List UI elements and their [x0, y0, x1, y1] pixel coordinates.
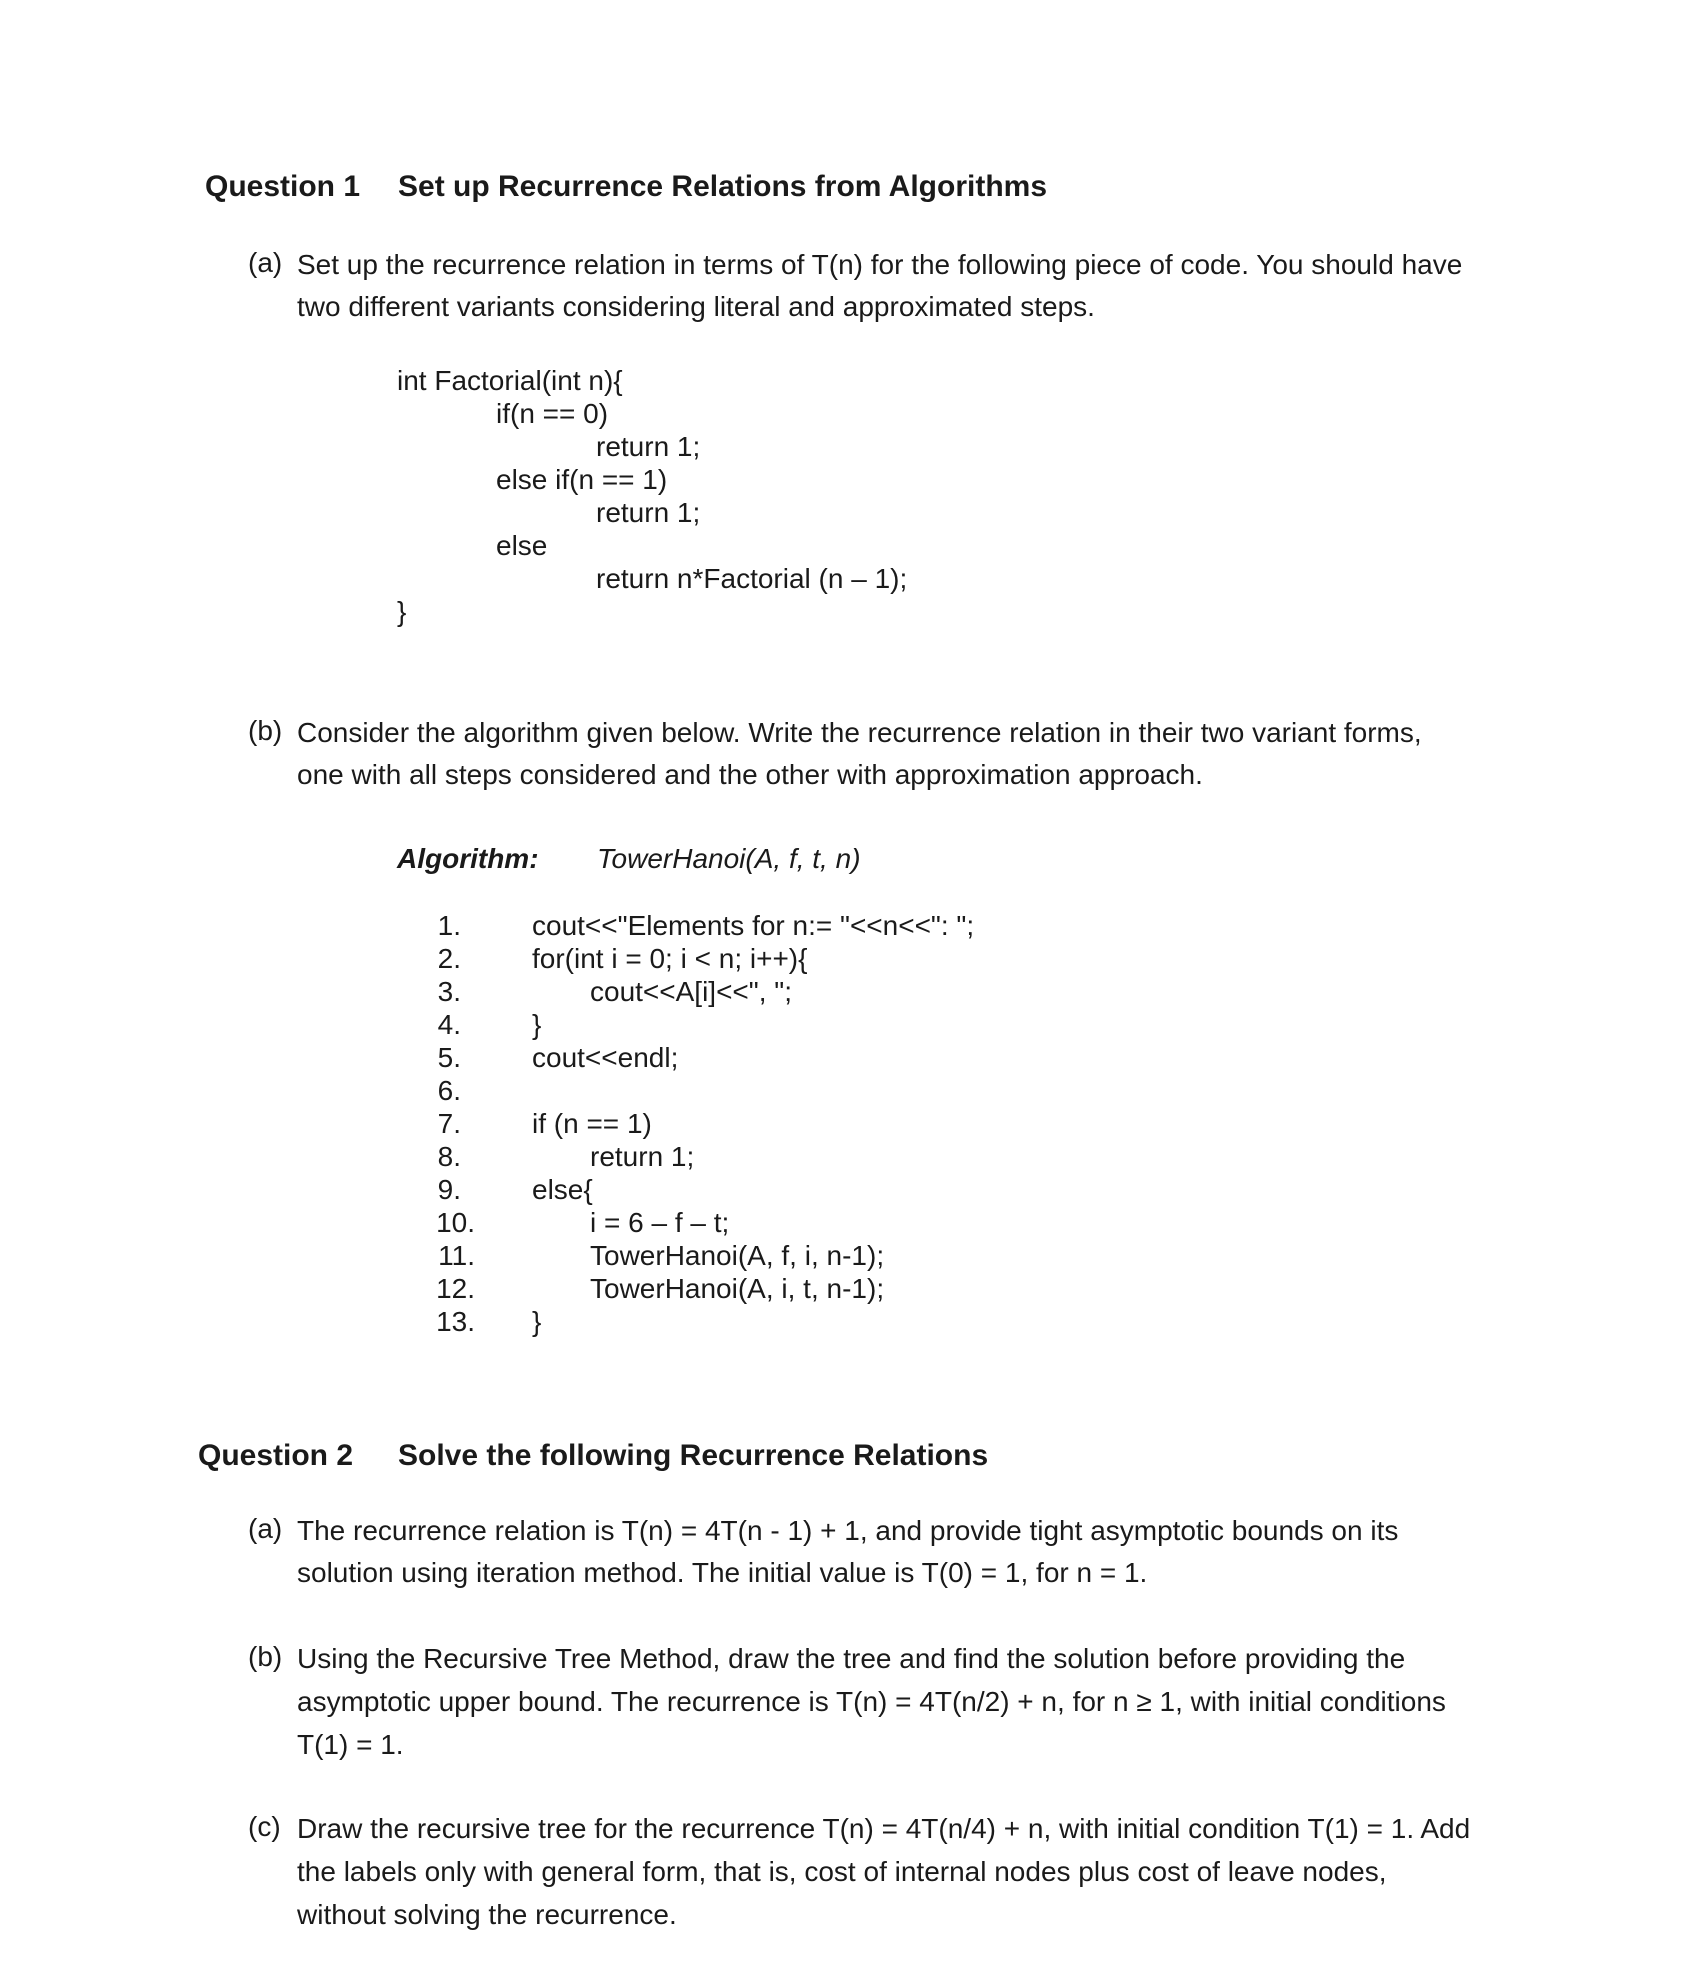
- q2a-text-line-2: solution using iteration method. The initial value is T(0) = 1, for n = 1.: [297, 1557, 1148, 1588]
- factorial-code-line-2: if(n == 0): [496, 398, 609, 429]
- hanoi-code-line-1: cout<<"Elements for n:= "<<n<<": ";: [532, 910, 975, 941]
- line-number: 5.: [437, 1042, 461, 1073]
- question-1-label: Question 1: [205, 170, 361, 203]
- line-number: 12.: [436, 1273, 475, 1304]
- factorial-code-line-4: else if(n == 1): [496, 464, 668, 495]
- q2b-marker: (b): [248, 1641, 283, 1672]
- hanoi-code-line-10: i = 6 – f – t;: [590, 1207, 730, 1238]
- line-number: 6.: [437, 1075, 461, 1106]
- q2c-text-line-2: the labels only with general form, that is, cost of internal nodes plus cost of leave nodes,: [297, 1856, 1387, 1887]
- q1b-text-line-2: one with all steps considered and the other with approximation approach.: [297, 759, 1203, 790]
- line-number: 8.: [437, 1141, 461, 1172]
- factorial-code-line-1: int Factorial(int n){: [397, 365, 623, 396]
- algorithm-signature: TowerHanoi(A, f, t, n): [597, 843, 861, 874]
- line-number: 3.: [437, 976, 461, 1007]
- q2a-marker: (a): [248, 1513, 283, 1544]
- hanoi-code-line-2: for(int i = 0; i < n; i++){: [532, 943, 808, 974]
- line-number: 11.: [438, 1240, 475, 1271]
- q1b-marker: (b): [248, 715, 283, 746]
- algorithm-label: Algorithm:: [397, 843, 539, 874]
- line-number: 4.: [437, 1009, 461, 1040]
- line-number: 10.: [436, 1207, 475, 1238]
- question-1-title: Set up Recurrence Relations from Algorithms: [398, 170, 1048, 203]
- q1a-marker: (a): [248, 247, 283, 278]
- hanoi-code-line-5: cout<<endl;: [532, 1042, 679, 1073]
- hanoi-code-line-8: return 1;: [590, 1141, 695, 1172]
- line-number: 7.: [437, 1108, 461, 1139]
- q1b-text-line-1: Consider the algorithm given below. Write the recurrence relation in their two variant forms,: [297, 717, 1422, 748]
- factorial-code-line-3: return 1;: [596, 431, 701, 462]
- q1a-text-line-2: two different variants considering literal and approximated steps.: [297, 291, 1095, 322]
- factorial-code-line-8: }: [397, 596, 407, 627]
- factorial-code-line-5: return 1;: [596, 497, 701, 528]
- factorial-code-line-7: return n*Factorial (n – 1);: [596, 563, 908, 594]
- hanoi-code-line-7: if (n == 1): [532, 1108, 652, 1139]
- q2c-text-line-3: without solving the recurrence.: [297, 1899, 677, 1930]
- question-2-label: Question 2: [198, 1439, 354, 1472]
- q2b-text-line-2: asymptotic upper bound. The recurrence is T(n) = 4T(n/2) + n, for n ≥ 1, with initial conditions: [297, 1686, 1446, 1717]
- q2b-text-line-1: Using the Recursive Tree Method, draw the tree and find the solution before providing the: [297, 1643, 1406, 1674]
- hanoi-code-line-13: }: [532, 1306, 542, 1337]
- hanoi-code-line-12: TowerHanoi(A, i, t, n-1);: [590, 1273, 885, 1304]
- line-number: 1.: [437, 910, 461, 941]
- hanoi-code-line-11: TowerHanoi(A, f, i, n-1);: [590, 1240, 885, 1271]
- line-number: 13.: [436, 1306, 475, 1337]
- q2c-marker: (c): [248, 1811, 281, 1842]
- factorial-code-line-6: else: [496, 530, 548, 561]
- q2b-text-line-3: T(1) = 1.: [297, 1729, 404, 1760]
- hanoi-code-line-4: }: [532, 1009, 542, 1040]
- line-number: 2.: [437, 943, 461, 974]
- hanoi-code-line-3: cout<<A[i]<<", ";: [590, 976, 793, 1007]
- line-number: 9.: [437, 1174, 461, 1205]
- q2a-text-line-1: The recurrence relation is T(n) = 4T(n - 1) + 1, and provide tight asymptotic bounds on its: [297, 1515, 1399, 1546]
- q2c-text-line-1: Draw the recursive tree for the recurrence T(n) = 4T(n/4) + n, with initial condition T(1) = 1. Add: [297, 1813, 1471, 1844]
- q1a-text-line-1: Set up the recurrence relation in terms of T(n) for the following piece of code. You should have: [297, 249, 1463, 280]
- hanoi-code-line-9: else{: [532, 1174, 593, 1205]
- question-2-title: Solve the following Recurrence Relations: [398, 1439, 989, 1472]
